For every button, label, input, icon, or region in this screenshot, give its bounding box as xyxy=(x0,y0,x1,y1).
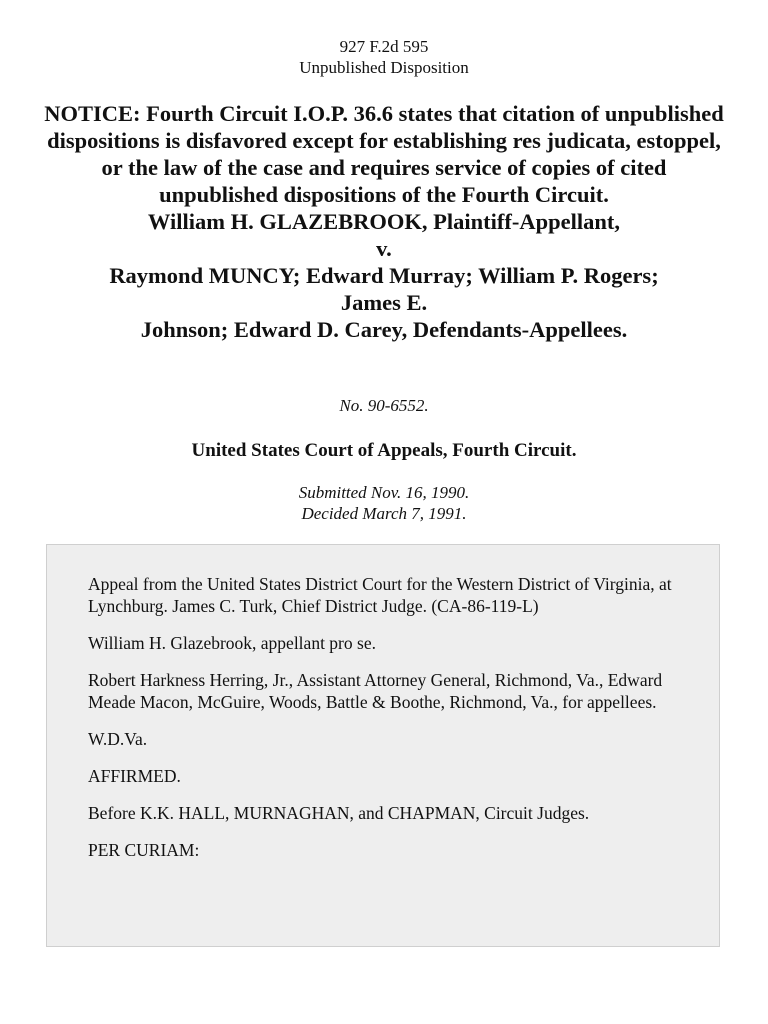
case-citation-header xyxy=(0,36,768,78)
disposition-result: AFFIRMED. xyxy=(88,766,181,786)
appellee-counsel-paragraph: Robert Harkness Herring, Jr., Assistant Attorney General, Richmond, Va., Edward Meade Macon, McGuire, Woods, Battle & Boothe, Richmond, Va., for appellees. xyxy=(88,670,663,712)
lower-court-abbrev: W.D.Va. xyxy=(88,729,148,749)
reporter-citation: 927 F.2d 595 xyxy=(339,37,429,56)
case-dates xyxy=(0,482,768,524)
case-caption xyxy=(40,100,728,343)
submitted-date: Submitted Nov. 16, 1990. xyxy=(298,483,470,502)
court-name: United States Court of Appeals, Fourth Circuit. xyxy=(191,440,577,461)
decided-date: Decided March 7, 1991. xyxy=(301,504,467,523)
versus-label: v. xyxy=(376,236,392,261)
citation-notice: NOTICE: Fourth Circuit I.O.P. 36.6 states that citation of unpublished dispositions is disfavored except for establishing res judicata, estoppel, or the law of the case and requires service of copies of cited unpublished dispositions of the Fourth Circuit. xyxy=(44,101,724,207)
plaintiff-name: William H. GLAZEBROOK, Plaintiff-Appellant, xyxy=(147,209,621,234)
defendants-line-2: James E. xyxy=(340,290,428,315)
appellant-counsel-paragraph: William H. Glazebrook, appellant pro se. xyxy=(88,633,376,653)
disposition-status: Unpublished Disposition xyxy=(299,58,469,77)
docket-number: No. 90-6552. xyxy=(339,396,429,415)
defendants-line-1: Raymond MUNCY; Edward Murray; William P. Rogers; xyxy=(109,263,659,288)
opinion-summary-box xyxy=(46,544,720,947)
per-curiam-label: PER CURIAM: xyxy=(88,840,200,860)
appeal-origin-paragraph: Appeal from the United States District Court for the Western District of Virginia, at Lynchburg. James C. Turk, Chief District Judge. (CA-86-119-L) xyxy=(88,574,672,616)
panel-judges: Before K.K. HALL, MURNAGHAN, and CHAPMAN, Circuit Judges. xyxy=(88,803,590,823)
defendants-line-3: Johnson; Edward D. Carey, Defendants-Appellees. xyxy=(140,317,628,342)
